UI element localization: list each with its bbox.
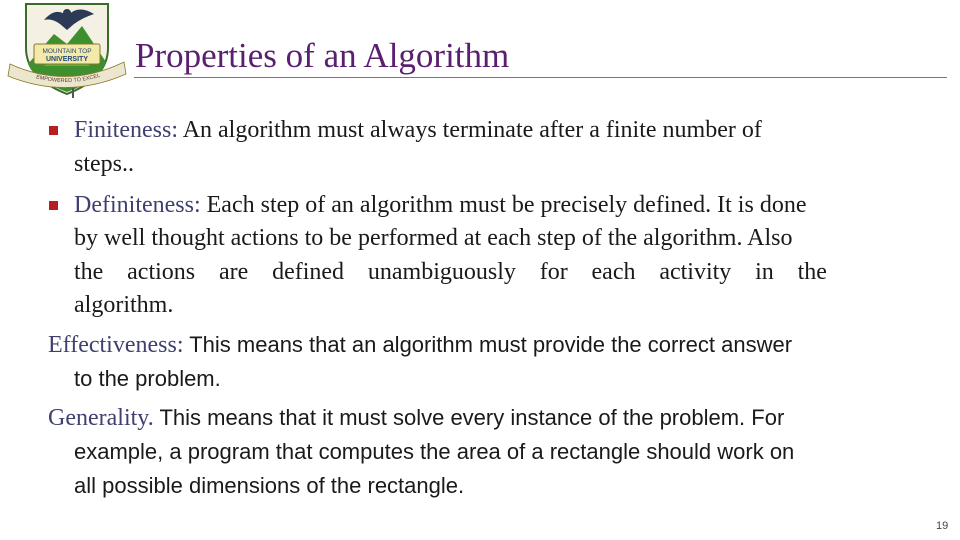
word: activity <box>659 259 732 285</box>
item-definiteness-line-1 <box>74 193 806 217</box>
item-finiteness-line-1 <box>74 118 762 142</box>
item-definiteness-line-4: algorithm. <box>74 292 174 318</box>
word: for <box>539 259 568 285</box>
item-generality-text-1: This means that it must solve every instance of the problem. For <box>153 405 785 430</box>
term-effectiveness: Effectiveness: <box>48 332 184 358</box>
slide-title: Properties of an Algorithm <box>135 36 510 75</box>
item-effectiveness-line-1 <box>48 333 792 357</box>
word: in <box>755 259 774 285</box>
logo-motto-path: EMPOWERED TO EXCEL <box>35 72 101 85</box>
item-generality-line-3: all possible dimensions of the rectangle. <box>74 473 465 498</box>
term-finiteness: Finiteness: <box>74 117 179 143</box>
item-finiteness-line-2: steps.. <box>74 151 134 177</box>
word: each <box>591 259 636 285</box>
item-effectiveness-line-2: to the problem. <box>74 366 221 391</box>
term-definiteness: Definiteness: <box>74 192 201 218</box>
title-divider <box>134 77 947 78</box>
university-logo <box>4 0 130 100</box>
term-generality: Generality. <box>48 405 154 431</box>
word: defined <box>272 259 345 285</box>
item-definiteness-line-3 <box>74 260 827 284</box>
word: unambiguously <box>367 259 516 285</box>
bullet-icon <box>49 201 58 210</box>
logo-text-bottom: UNIVERSITY <box>45 56 89 63</box>
word: the <box>797 259 827 285</box>
page-number: 19 <box>936 520 949 532</box>
item-definiteness-line-2: by well thought actions to be performed at each step of the algorithm. Also <box>74 225 793 251</box>
word: are <box>218 259 249 285</box>
item-effectiveness-text-1: This means that an algorithm must provide the correct answer <box>183 332 793 357</box>
item-definiteness-text-1: Each step of an algorithm must be precisely defined. It is done <box>200 192 807 218</box>
word: the <box>74 259 104 285</box>
title-accent-tick <box>72 88 74 98</box>
item-generality-line-2: example, a program that computes the area of a rectangle should work on <box>74 439 795 464</box>
item-finiteness-text-1: An algorithm must always terminate after a finite number of <box>178 117 762 143</box>
item-generality-line-1 <box>48 406 784 430</box>
bullet-icon <box>49 126 58 135</box>
logo-text-top: MOUNTAIN TOP <box>42 48 92 55</box>
word: actions <box>127 259 196 285</box>
university-crest-icon <box>4 0 130 100</box>
